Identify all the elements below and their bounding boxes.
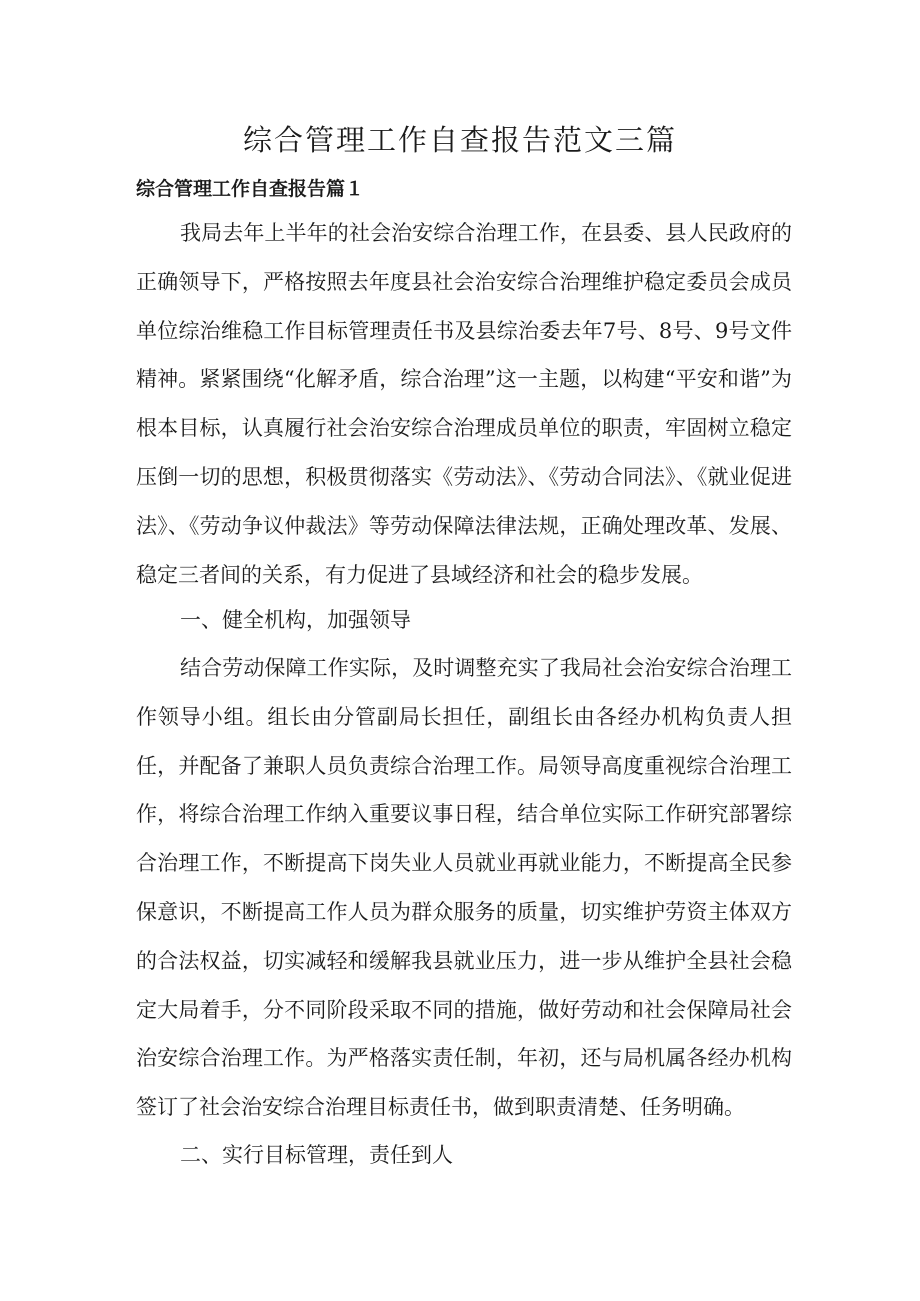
section-heading: 综合管理工作自查报告篇１ — [136, 178, 365, 200]
subheading-paragraph: 一、健全机构，加强领导 — [180, 608, 411, 632]
document-title: 综合管理工作自查报告范文三篇 — [242, 123, 677, 157]
subheading-paragraph: 二、实行目标管理，责任到人 — [180, 1143, 453, 1167]
body-paragraph: 结合劳动保障工作实际，及时调整充实了我局社会治安综合治理工作领导小组。组长由分管副局长担任，副组长由各经办机构负责人担任，并配备了兼职人员负责综合治理工作。局领导高度重视综合治理工作，将综合治理工作纳入重要议事日程，结合单位实际工作研究部署综合治理工作，不断提高下岗失业人员就业再就业能力，不断提高全民参保意识，不断提高工作人员为群众服务的质量，切实维护劳资主体双方的合法权益，切实减轻和缓解我县就业压力，进一步从维护全县社会稳定大局着手，分不同阶段采取不同的措施，做好劳动和社会保障局社会治安综合治理工作。为严格落实责任制，年初，还与局机属各经办机构签订了社会治安综合治理目标责任书，做到职责清楚、任务明确。 — [136, 656, 792, 1120]
body-paragraph: 我局去年上半年的社会治安综合治理工作，在县委、县人民政府的正确领导下，严格按照去年度县社会治安综合治理维护稳定委员会成员单位综治维稳工作目标管理责任书及县综治委去年7号、8号、9号文件精神。紧紧围绕“化解矛盾，综合治理”这一主题，以构建“平安和谐”为根本目标，认真履行社会治安综合治理成员单位的职责，牢固树立稳定压倒一切的思想，积极贯彻落实《劳动法》、《劳动合同法》、《就业促进法》、《劳动争议仲裁法》等劳动保障法律法规，正确处理改革、发展、稳定三者间的关系，有力促进了县域经济和社会的稳步发展。 — [136, 221, 792, 587]
